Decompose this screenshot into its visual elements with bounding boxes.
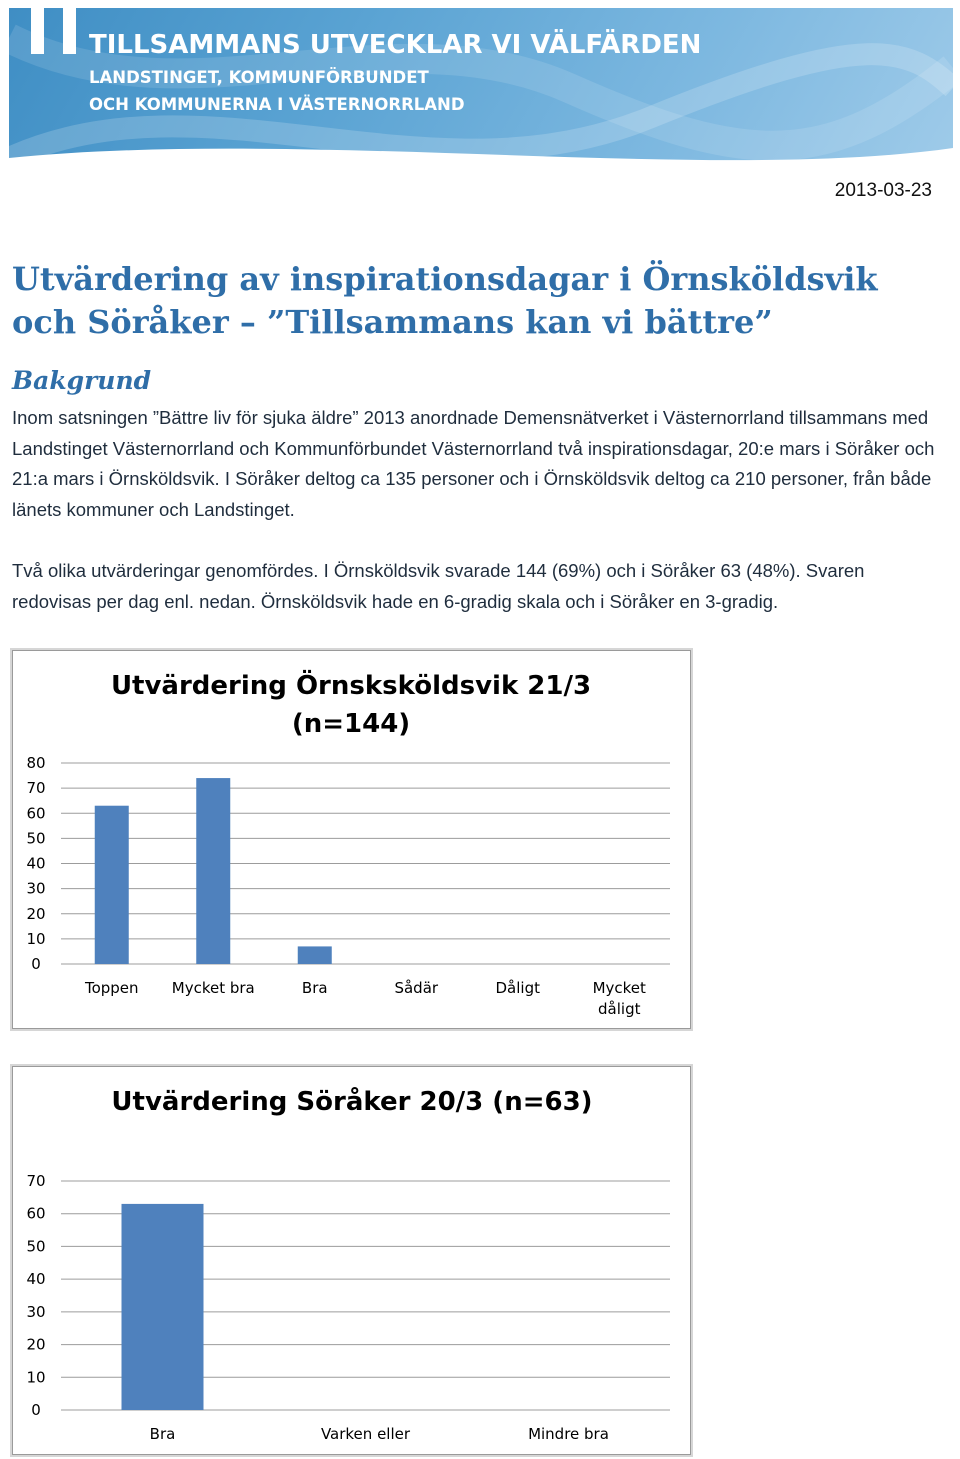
section-heading: Bakgrund (12, 366, 152, 395)
x-category-label: Toppen (84, 979, 139, 997)
y-tick-label: 40 (26, 854, 46, 873)
y-tick-label: 20 (26, 904, 46, 923)
chart-title: Utvärdering Söråker 20/3 (n=63) (111, 1087, 593, 1117)
x-category-label: dåligt (598, 1000, 641, 1018)
document-title: Utvärdering av inspirationsdagar i Örnsköldsvik och Söråker – ”Tillsammans kan vi bättre” (12, 260, 878, 341)
chart-ornskoldsvik-svg (13, 651, 690, 1028)
x-category-label: Sådär (394, 979, 439, 997)
x-category-label: Mycket (592, 979, 646, 997)
logo-bar-right (63, 8, 76, 54)
y-tick-label: 40 (26, 1270, 46, 1289)
banner-subtitle-line1: LANDSTINGET, KOMMUNFÖRBUNDET (89, 68, 429, 87)
y-tick-label: 20 (26, 1335, 46, 1354)
document-date: 2013-03-23 (834, 180, 932, 201)
bar (196, 778, 230, 964)
chart-ornskoldsvik (12, 650, 691, 1029)
x-category-label: Bra (149, 1425, 176, 1443)
chart-title-line1: Utvärdering Örnsksköldsvik 21/3 (110, 671, 592, 701)
x-category-label: Dåligt (495, 979, 540, 997)
chart-title-line2: (n=144) (291, 709, 411, 739)
header-banner (9, 8, 953, 171)
x-category-label: Mindre bra (528, 1425, 609, 1443)
banner-title: TILLSAMMANS UTVECKLAR VI VÄLFÄRDEN (89, 30, 702, 60)
method-paragraph: Två olika utvärderingar genomfördes. I Örnsköldsvik svarade 144 (69%) och i Söråker 63 (48%). Svaren redovisas per dag enl. nedan. Örnsköldsvik hade en 6-gradig skala och i Söråker en 3-gradig. (12, 560, 865, 612)
x-category-label: Bra (301, 979, 328, 997)
y-tick-label: 70 (26, 779, 46, 798)
x-category-label: Mycket bra (171, 979, 255, 997)
bar (122, 1204, 204, 1410)
y-tick-label: 80 (26, 754, 46, 772)
logo-bar-left (31, 8, 44, 54)
y-tick-label: 30 (26, 879, 46, 898)
y-tick-label: 60 (26, 804, 46, 823)
y-tick-label: 30 (26, 1302, 46, 1321)
background-paragraph: Inom satsningen ”Bättre liv för sjuka äldre” 2013 anordnade Demensnätverket i Västernorrland tillsammans med Landstinget Västernorrland och Kommunförbundet Västernorrland två inspirationsdagar, 20:e mars i Söråker och 21:a mars i Örnsköldsvik. I Söråker deltog ca 135 personer och i Örnsköldsvik deltog ca 210 personer, från både länets kommuner och Landstinget. (12, 407, 935, 520)
y-tick-label: 0 (31, 955, 41, 973)
y-tick-label: 10 (26, 929, 46, 948)
chart-soraker-svg (13, 1067, 690, 1454)
y-tick-label: 60 (26, 1204, 46, 1223)
banner-subtitle-line2: OCH KOMMUNERNA I VÄSTERNORRLAND (89, 95, 465, 114)
y-tick-label: 50 (26, 1237, 46, 1256)
y-tick-label: 50 (26, 829, 46, 848)
y-tick-label: 70 (26, 1172, 46, 1190)
y-tick-label: 0 (31, 1401, 41, 1419)
bar (95, 806, 129, 964)
bar (298, 946, 332, 964)
chart-soraker (12, 1066, 691, 1455)
x-category-label: Varken eller (320, 1425, 411, 1443)
y-tick-label: 10 (26, 1368, 46, 1387)
